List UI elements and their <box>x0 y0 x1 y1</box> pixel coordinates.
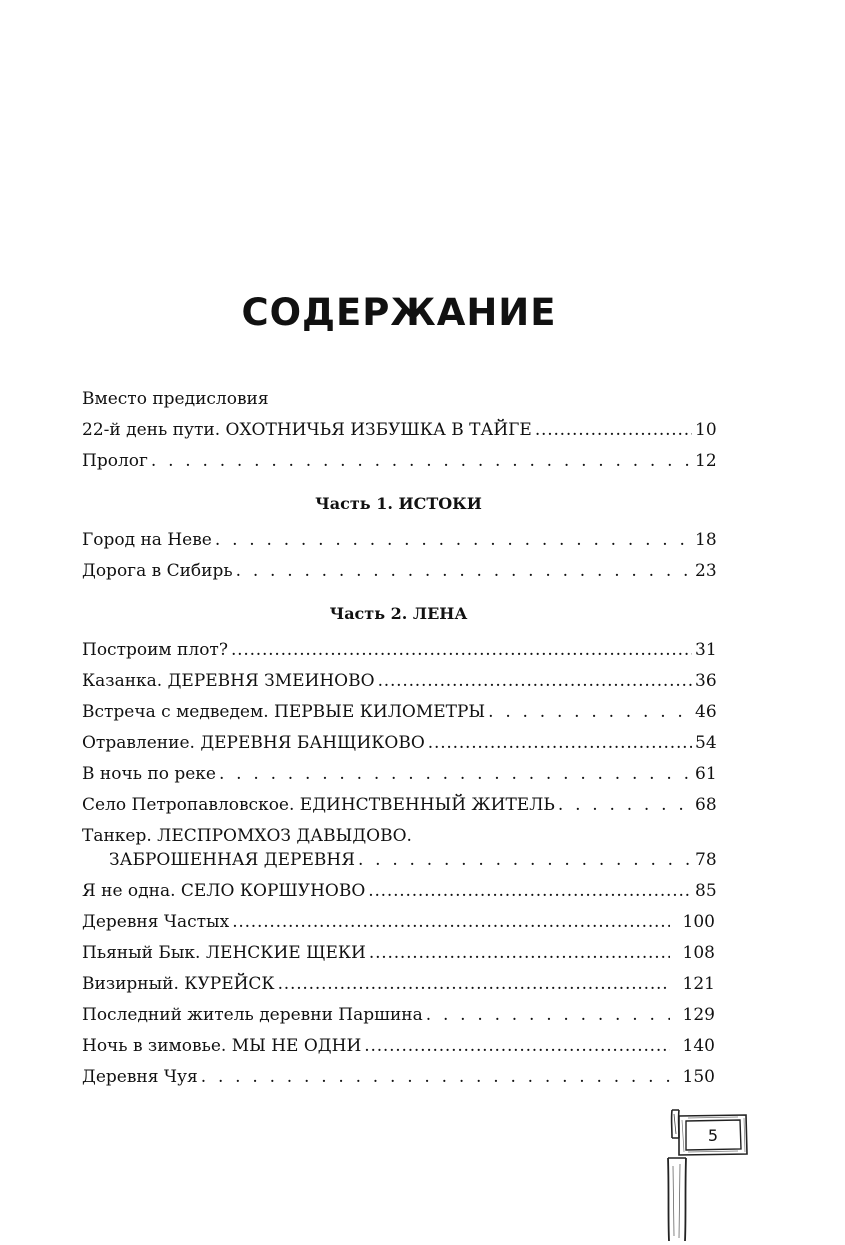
toc-entry-title-continued: ЗАБРОШЕННАЯ ДЕРЕВНЯ <box>109 850 355 870</box>
toc-entry-page: 150 <box>682 1067 715 1087</box>
toc-entry-page: 121 <box>682 974 715 994</box>
page-title: СОДЕРЖАНИЕ <box>241 291 557 334</box>
toc-entry-page: 68 <box>695 795 717 815</box>
toc-entry-title: Отравление. ДЕРЕВНЯ БАНЩИКОВО <box>82 733 425 753</box>
toc-intro-heading: Вместо предисловия <box>82 389 269 409</box>
toc-entry-title: Танкер. ЛЕСПРОМХОЗ ДАВЫДОВО. <box>82 826 412 846</box>
toc-entry-continuation[interactable] <box>82 848 715 879</box>
toc-entry-page: 31 <box>695 640 717 660</box>
toc-entry-page: 140 <box>682 1036 715 1056</box>
toc-entry[interactable] <box>82 449 715 480</box>
toc-entry-page: 54 <box>695 733 717 753</box>
toc-entry-page: 10 <box>695 420 717 440</box>
dot-leader <box>215 528 692 552</box>
toc-entry-page: 85 <box>695 881 717 901</box>
toc-entry-title: Ночь в зимовье. МЫ НЕ ОДНИ <box>82 1036 362 1056</box>
toc-entry-page: 108 <box>682 943 715 963</box>
toc-entry-page: 36 <box>695 671 717 691</box>
toc-entry-title: Казанка. ДЕРЕВНЯ ЗМЕИНОВО <box>82 671 375 691</box>
toc-entry-title: Визирный. КУРЕЙСК <box>82 974 275 994</box>
toc-entry-title: В ночь по реке <box>82 764 216 784</box>
toc-entry-title: Деревня Частых <box>82 912 230 932</box>
toc-entry-page: 100 <box>682 912 715 932</box>
toc-entry-title: Город на Неве <box>82 530 212 550</box>
toc-part-heading: Часть 1. ИСТОКИ <box>315 494 482 513</box>
table-of-contents <box>82 387 715 1096</box>
dot-leader <box>488 700 692 724</box>
toc-entry-multiline[interactable] <box>82 824 715 848</box>
toc-entry-page: 46 <box>695 702 717 722</box>
toc-entry[interactable] <box>82 1065 715 1096</box>
toc-part-heading: Часть 2. ЛЕНА <box>329 604 468 623</box>
toc-entry[interactable] <box>82 1003 715 1034</box>
toc-entry[interactable] <box>82 669 715 700</box>
toc-entry[interactable] <box>82 972 715 1003</box>
signpost-icon <box>664 1108 754 1241</box>
toc-entry-page: 129 <box>682 1005 715 1025</box>
page-number: 5 <box>707 1126 719 1145</box>
dot-leader <box>278 972 670 996</box>
toc-entry-title: Деревня Чуя <box>82 1067 198 1087</box>
toc-entry-title: Я не одна. СЕЛО КОРШУНОВО <box>82 881 366 901</box>
toc-entry[interactable] <box>82 638 715 669</box>
toc-entry[interactable] <box>82 762 715 793</box>
toc-entry-page: 18 <box>695 530 717 550</box>
toc-entry-title: Пролог <box>82 451 148 471</box>
toc-entry-title: Встреча с медведем. ПЕРВЫЕ КИЛОМЕТРЫ <box>82 702 486 722</box>
toc-entry[interactable] <box>82 418 715 449</box>
toc-entry[interactable] <box>82 700 715 731</box>
toc-entry[interactable] <box>82 559 715 590</box>
dot-leader <box>358 848 692 872</box>
dot-leader <box>558 793 692 817</box>
toc-entry-page: 78 <box>695 850 717 870</box>
dot-leader <box>151 449 692 473</box>
toc-entry-title: Дорога в Сибирь <box>82 561 233 581</box>
toc-entry-title: Село Петропавловское. ЕДИНСТВЕННЫЙ ЖИТЕЛЬ <box>82 795 555 815</box>
dot-leader <box>426 1003 670 1027</box>
dot-leader <box>232 910 670 934</box>
toc-entry[interactable] <box>82 941 715 972</box>
signpost-page-marker <box>664 1108 754 1241</box>
toc-entry-title: Построим плот? <box>82 640 228 660</box>
toc-entry[interactable] <box>82 528 715 559</box>
toc-entry[interactable] <box>82 879 715 910</box>
dot-leader <box>364 1034 670 1058</box>
toc-entry-page: 23 <box>695 561 717 581</box>
dot-leader <box>369 941 670 965</box>
dot-leader <box>219 762 692 786</box>
dot-leader <box>231 638 692 662</box>
toc-entry-page: 61 <box>695 764 717 784</box>
dot-leader <box>201 1065 670 1089</box>
dot-leader <box>428 731 692 755</box>
toc-entry[interactable] <box>82 793 715 824</box>
toc-entry-title: Пьяный Бык. ЛЕНСКИЕ ЩЕКИ <box>82 943 366 963</box>
toc-entry-title: 22-й день пути. ОХОТНИЧЬЯ ИЗБУШКА В ТАЙГЕ <box>82 420 532 440</box>
dot-leader <box>368 879 692 903</box>
toc-entry[interactable] <box>82 910 715 941</box>
toc-entry-title: Последний житель деревни Паршина <box>82 1005 423 1025</box>
dot-leader <box>535 418 692 442</box>
toc-entry[interactable] <box>82 731 715 762</box>
toc-entry[interactable] <box>82 1034 715 1065</box>
toc-entry-page: 12 <box>695 451 717 471</box>
dot-leader <box>236 559 692 583</box>
dot-leader <box>378 669 692 693</box>
